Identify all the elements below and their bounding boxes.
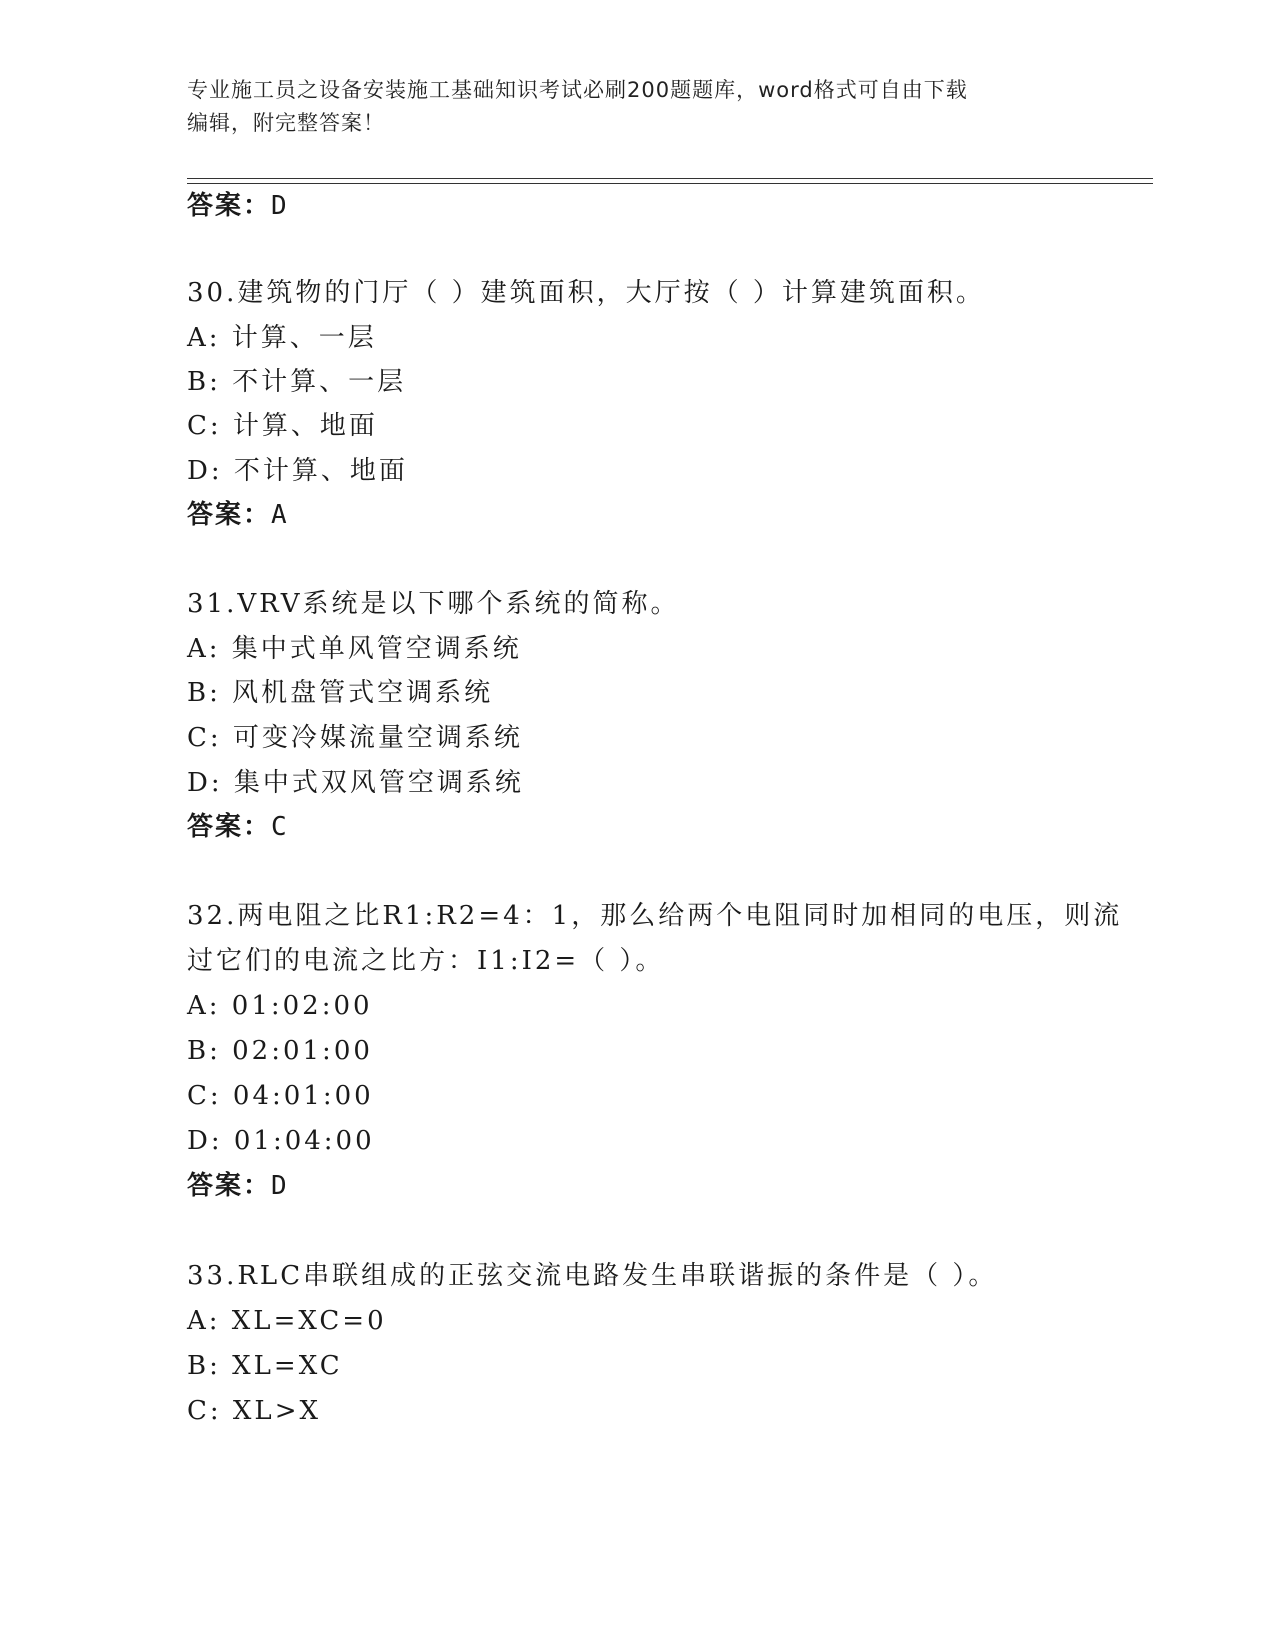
question-33-option-c: C: XL>X — [187, 1396, 321, 1426]
answer-label: 答案： — [187, 812, 272, 842]
question-30-stem: 30.建筑物的门厅（ ）建筑面积，大厅按（ ）计算建筑面积。 — [187, 278, 985, 308]
question-30-option-d: D: 不计算、地面 — [187, 456, 408, 486]
question-30-option-c: C: 计算、地面 — [187, 411, 378, 441]
answer-29 — [187, 190, 289, 222]
question-32-option-a: A: 01:02:00 — [187, 991, 373, 1021]
question-32-option-b: B: 02:01:00 — [187, 1036, 373, 1066]
question-31-stem: 31.VRV系统是以下哪个系统的简称。 — [187, 589, 680, 619]
question-33-option-a: A: XL=XC=0 — [187, 1306, 387, 1336]
question-32-stem-line-2: 过它们的电流之比方：I1:I2=（ ）。 — [187, 946, 665, 976]
header-divider-top — [187, 178, 1153, 179]
answer-value: A — [271, 500, 289, 530]
header-line-1: 专业施工员之设备安装施工基础知识考试必刷200题题库，word格式可自由下载 — [187, 78, 968, 102]
answer-30 — [187, 499, 289, 531]
question-32-option-d: D: 01:04:00 — [187, 1126, 375, 1156]
answer-31 — [187, 811, 289, 843]
answer-value: C — [271, 812, 289, 842]
question-33-stem: 33.RLC串联组成的正弦交流电路发生串联谐振的条件是（ ）。 — [187, 1261, 998, 1291]
question-31-option-b: B: 风机盘管式空调系统 — [187, 678, 494, 708]
answer-32 — [187, 1170, 289, 1202]
question-32-stem-line-1: 32.两电阻之比R1:R2=4：1，那么给两个电阻同时加相同的电压，则流 — [187, 901, 1123, 931]
question-30-option-a: A: 计算、一层 — [187, 323, 377, 353]
question-31-option-a: A: 集中式单风管空调系统 — [187, 634, 522, 664]
answer-value: D — [271, 191, 289, 221]
question-32-option-c: C: 04:01:00 — [187, 1081, 374, 1111]
answer-label: 答案： — [187, 191, 272, 221]
document-header — [187, 74, 1067, 140]
answer-label: 答案： — [187, 1171, 272, 1201]
question-31-option-c: C: 可变冷媒流量空调系统 — [187, 723, 523, 753]
header-divider-bottom — [187, 183, 1153, 184]
question-31-option-d: D: 集中式双风管空调系统 — [187, 768, 524, 798]
question-30-option-b: B: 不计算、一层 — [187, 367, 407, 397]
header-line-2: 编辑，附完整答案！ — [187, 111, 385, 135]
answer-value: D — [271, 1171, 289, 1201]
question-33-option-b: B: XL=XC — [187, 1351, 343, 1381]
answer-label: 答案： — [187, 500, 272, 530]
